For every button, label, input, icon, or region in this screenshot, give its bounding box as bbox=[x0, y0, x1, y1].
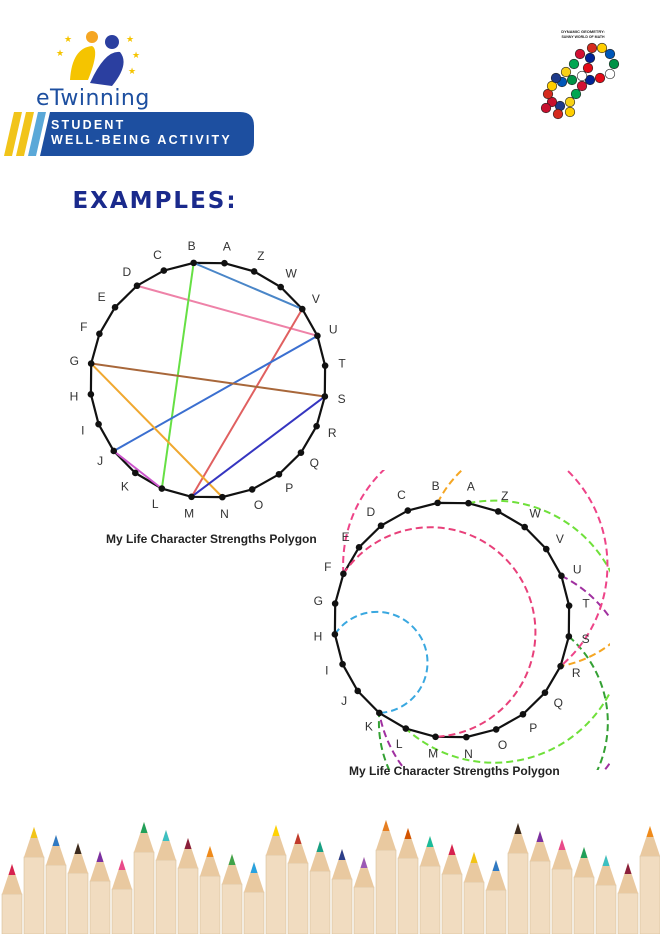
vertex-label-M: M bbox=[428, 746, 439, 761]
pencil-body bbox=[156, 860, 176, 934]
vertex-T bbox=[566, 602, 573, 609]
vertex-label-H: H bbox=[69, 389, 79, 404]
logo-text: eTwinning bbox=[36, 86, 150, 111]
vertex-V bbox=[543, 546, 550, 553]
flag-dot bbox=[583, 63, 593, 73]
flag-dot bbox=[561, 67, 571, 77]
vertex-H bbox=[332, 631, 339, 638]
flag-dot bbox=[565, 97, 575, 107]
pencil-tip bbox=[559, 839, 566, 850]
flag-dot bbox=[609, 59, 619, 69]
vertex-label-H: H bbox=[313, 629, 323, 644]
vertex-label-L: L bbox=[151, 497, 159, 512]
vertex-label-M: M bbox=[184, 506, 195, 521]
vertex-W bbox=[277, 284, 284, 291]
vertex-O bbox=[249, 486, 256, 493]
pencil-tip bbox=[119, 859, 126, 870]
vertex-K bbox=[376, 710, 383, 717]
flag-dot bbox=[605, 69, 615, 79]
vertex-label-U: U bbox=[572, 562, 582, 577]
vertex-label-G: G bbox=[69, 354, 79, 369]
vertex-label-C: C bbox=[153, 247, 162, 262]
pencil-body bbox=[310, 871, 330, 934]
vertex-I bbox=[95, 421, 102, 428]
vertex-label-T: T bbox=[582, 596, 590, 611]
vertex-P bbox=[276, 471, 283, 478]
vertex-S bbox=[566, 633, 573, 640]
etwinning-logo-mark bbox=[50, 28, 150, 94]
vertex-label-S: S bbox=[337, 391, 346, 406]
vertex-label-B: B bbox=[431, 479, 440, 494]
vertex-label-E: E bbox=[341, 529, 350, 544]
pencil-tip bbox=[185, 838, 192, 849]
pencil-tip bbox=[493, 860, 500, 871]
colored-pencils-decoration bbox=[0, 790, 660, 934]
vertex-label-Q: Q bbox=[309, 456, 320, 471]
vertex-label-V: V bbox=[311, 291, 320, 306]
vertex-R bbox=[313, 423, 320, 430]
vertex-L bbox=[159, 485, 166, 492]
vertex-label-N: N bbox=[464, 746, 473, 761]
vertex-label-T: T bbox=[338, 356, 346, 371]
pencil-tip bbox=[515, 823, 522, 834]
pencil-tip bbox=[625, 863, 632, 874]
svg-text:★: ★ bbox=[56, 48, 65, 58]
pencil-body bbox=[486, 890, 506, 934]
vertex-D bbox=[134, 282, 141, 289]
pencil-body bbox=[640, 856, 660, 934]
vertex-S bbox=[322, 393, 329, 400]
vertex-P bbox=[520, 711, 527, 718]
pencil-tip bbox=[229, 854, 236, 865]
vertex-Q bbox=[542, 689, 549, 696]
pencil-tip bbox=[471, 852, 478, 863]
pencil-tip bbox=[97, 851, 104, 862]
arc-S-K bbox=[379, 636, 608, 770]
vertex-E bbox=[356, 544, 363, 551]
pencil-tip bbox=[207, 846, 214, 857]
pencil-body bbox=[574, 877, 594, 934]
vertex-I bbox=[339, 661, 346, 668]
vertex-F bbox=[340, 571, 347, 578]
vertex-G bbox=[332, 600, 339, 607]
polygon-caption-1: My Life Character Strengths Polygon bbox=[106, 532, 317, 546]
chord-G-S bbox=[91, 364, 325, 397]
polygon-caption-2: My Life Character Strengths Polygon bbox=[349, 764, 560, 778]
vertex-label-K: K bbox=[364, 719, 373, 734]
svg-text:★: ★ bbox=[64, 34, 73, 44]
pencil-body bbox=[222, 884, 242, 934]
flag-dot bbox=[605, 49, 615, 59]
vertex-label-D: D bbox=[122, 265, 132, 280]
pencil-body bbox=[332, 879, 352, 934]
flag-dot bbox=[597, 43, 607, 53]
pencil-body bbox=[420, 866, 440, 934]
vertex-V bbox=[299, 306, 306, 313]
vertex-Q bbox=[298, 449, 305, 456]
pencil-tip bbox=[603, 855, 610, 866]
vertex-T bbox=[322, 362, 329, 369]
vertex-U bbox=[558, 573, 565, 580]
pencil-tip bbox=[163, 830, 170, 841]
vertex-label-E: E bbox=[97, 289, 106, 304]
pencil-tip bbox=[317, 841, 324, 852]
vertex-Z bbox=[495, 508, 502, 515]
pencil-tip bbox=[273, 825, 280, 836]
vertex-label-L: L bbox=[395, 737, 403, 752]
pencil-body bbox=[552, 869, 572, 934]
pencil-body bbox=[508, 853, 528, 934]
banner-line-2: WELL-BEING ACTIVITY bbox=[51, 133, 232, 147]
vertex-N bbox=[463, 734, 470, 741]
vertex-label-U: U bbox=[328, 322, 338, 337]
vertex-H bbox=[88, 391, 95, 398]
pencil-tip bbox=[31, 827, 38, 838]
flag-dot bbox=[577, 71, 587, 81]
vertex-label-R: R bbox=[327, 425, 337, 440]
pencil-body bbox=[90, 881, 110, 934]
vertex-G bbox=[88, 360, 95, 367]
vertex-U bbox=[314, 333, 321, 340]
pencil-body bbox=[266, 855, 286, 934]
pencil-body bbox=[46, 865, 66, 934]
pencil-body bbox=[134, 852, 154, 934]
vertex-label-J: J bbox=[97, 454, 104, 469]
pencil-body bbox=[244, 892, 264, 934]
flag-dot bbox=[565, 107, 575, 117]
pencil-body bbox=[442, 874, 462, 934]
vertex-label-A: A bbox=[466, 479, 475, 494]
flag-dot bbox=[569, 59, 579, 69]
project-logo bbox=[530, 24, 630, 124]
pencil-body bbox=[112, 889, 132, 934]
pencil-tip bbox=[383, 820, 390, 831]
vertex-label-J: J bbox=[341, 694, 348, 709]
pencil-body bbox=[618, 893, 638, 934]
polygon-diagram-2 bbox=[300, 470, 610, 770]
vertex-M bbox=[188, 494, 195, 501]
pencil-tip bbox=[141, 822, 148, 833]
pencil-body bbox=[178, 868, 198, 934]
vertex-label-P: P bbox=[285, 480, 294, 495]
svg-text:★: ★ bbox=[126, 34, 135, 44]
section-title: EXAMPLES: bbox=[72, 188, 238, 214]
pencil-tip bbox=[339, 849, 346, 860]
vertex-D bbox=[378, 522, 385, 529]
vertex-label-F: F bbox=[324, 560, 332, 575]
flag-dot bbox=[567, 75, 577, 85]
vertex-label-P: P bbox=[529, 720, 538, 735]
vertex-F bbox=[96, 331, 103, 338]
vertex-B bbox=[434, 500, 441, 507]
flag-dot bbox=[577, 81, 587, 91]
flag-dot bbox=[585, 53, 595, 63]
vertex-label-S: S bbox=[581, 631, 590, 646]
vertex-A bbox=[465, 500, 472, 507]
flag-dot bbox=[595, 73, 605, 83]
vertex-L bbox=[403, 725, 410, 732]
vertex-label-I: I bbox=[81, 423, 85, 438]
vertex-label-A: A bbox=[222, 239, 231, 254]
flag-dot bbox=[587, 43, 597, 53]
vertex-label-Z: Z bbox=[257, 248, 265, 263]
vertex-W bbox=[521, 524, 528, 531]
pencil-body bbox=[68, 873, 88, 934]
vertex-label-G: G bbox=[313, 594, 323, 609]
vertex-label-W: W bbox=[529, 506, 541, 521]
pencil-body bbox=[200, 876, 220, 934]
vertex-label-K: K bbox=[120, 479, 129, 494]
pencil-tip bbox=[427, 836, 434, 847]
pencil-tip bbox=[537, 831, 544, 842]
pencil-body bbox=[354, 887, 374, 934]
vertex-label-R: R bbox=[571, 665, 581, 680]
svg-text:★: ★ bbox=[132, 50, 141, 60]
vertex-J bbox=[110, 448, 117, 455]
vertex-label-I: I bbox=[325, 663, 329, 678]
flag-dot bbox=[575, 49, 585, 59]
project-logo-line-1: DYNAMIC GEOMETRY: bbox=[561, 29, 605, 34]
svg-text:★: ★ bbox=[128, 66, 137, 76]
vertex-C bbox=[405, 507, 412, 514]
pencil-tip bbox=[9, 864, 16, 875]
pencil-body bbox=[464, 882, 484, 934]
vertex-label-F: F bbox=[80, 320, 88, 335]
vertex-label-O: O bbox=[253, 498, 264, 513]
pencil-tip bbox=[295, 833, 302, 844]
vertex-N bbox=[219, 494, 226, 501]
vertex-label-N: N bbox=[220, 506, 229, 521]
vertex-O bbox=[493, 726, 500, 733]
pencil-body bbox=[596, 885, 616, 934]
vertex-J bbox=[354, 688, 361, 695]
vertex-R bbox=[557, 663, 564, 670]
pencil-tip bbox=[581, 847, 588, 858]
chord-U-J bbox=[114, 336, 318, 451]
vertex-label-W: W bbox=[285, 266, 297, 281]
pencil-tip bbox=[251, 862, 258, 873]
vertex-E bbox=[112, 304, 119, 311]
vertex-label-B: B bbox=[187, 239, 196, 254]
pencil-tip bbox=[647, 826, 654, 837]
pencil-body bbox=[398, 858, 418, 934]
vertex-B bbox=[190, 260, 197, 267]
vertex-Z bbox=[251, 268, 258, 275]
pencil-body bbox=[24, 857, 44, 934]
vertex-label-D: D bbox=[366, 505, 376, 520]
pencil-body bbox=[2, 894, 22, 934]
vertex-label-V: V bbox=[555, 531, 564, 546]
pencil-body bbox=[288, 863, 308, 934]
pencil-tip bbox=[361, 857, 368, 868]
vertex-label-C: C bbox=[397, 487, 406, 502]
pencil-tip bbox=[53, 835, 60, 846]
vertex-label-O: O bbox=[497, 738, 508, 753]
banner-text bbox=[51, 118, 232, 148]
vertex-M bbox=[432, 734, 439, 741]
vertex-label-Q: Q bbox=[553, 696, 564, 711]
pencil-tip bbox=[75, 843, 82, 854]
flag-dot bbox=[571, 89, 581, 99]
pencil-tip bbox=[449, 844, 456, 855]
chord-G-N bbox=[91, 364, 222, 498]
flag-dot bbox=[551, 73, 561, 83]
pencil-body bbox=[376, 850, 396, 934]
vertex-A bbox=[221, 260, 228, 267]
banner-line-1: STUDENT bbox=[51, 118, 126, 132]
project-logo-line-2: SUNNY WORLD OF MATH bbox=[561, 35, 605, 39]
vertex-C bbox=[161, 267, 168, 274]
arc-H-K bbox=[335, 612, 428, 713]
vertex-K bbox=[132, 470, 139, 477]
flag-dot bbox=[553, 109, 563, 119]
pencil-body bbox=[530, 861, 550, 934]
flag-dot bbox=[541, 103, 551, 113]
pencil-tip bbox=[405, 828, 412, 839]
vertex-label-Z: Z bbox=[501, 488, 509, 503]
